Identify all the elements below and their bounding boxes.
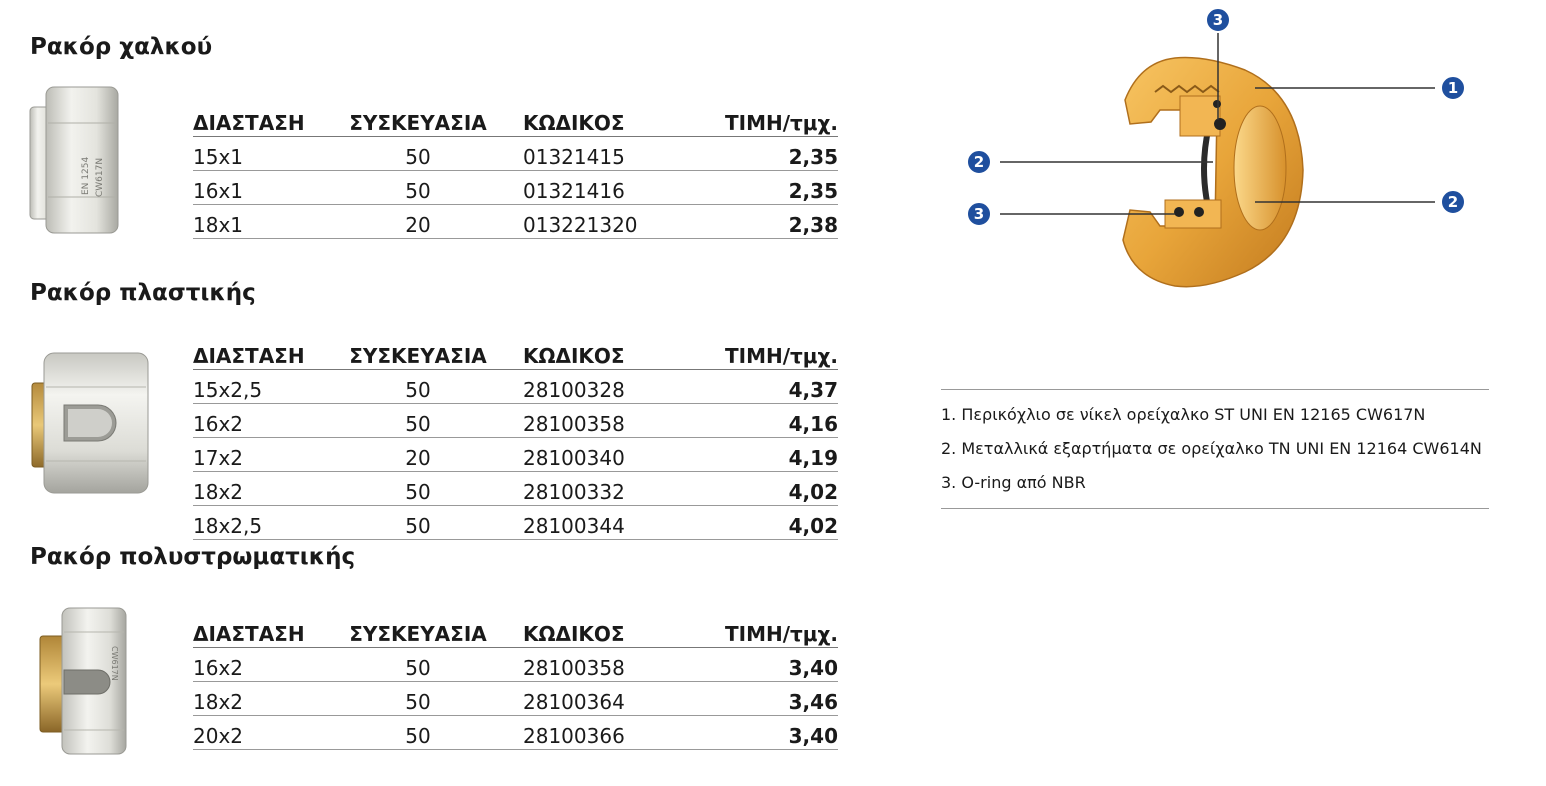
cell-dimension: 18x2 <box>193 472 343 506</box>
column-header-package: ΣΥΣΚΕΥΑΣΙΑ <box>343 103 523 137</box>
cell-price: 4,16 <box>723 404 838 438</box>
legend-item-1: 1. Περικόχλιο σε νίκελ ορείχαλκο ST UNI EN 12165 CW617N <box>941 405 1426 424</box>
column-header-package: ΣΥΣΚΕΥΑΣΙΑ <box>343 336 523 370</box>
cell-price: 3,40 <box>723 716 838 750</box>
nickel-nut-plastic-fitting-icon <box>26 345 154 495</box>
cell-code: 28100358 <box>523 404 723 438</box>
cell-package: 50 <box>343 682 523 716</box>
cell-package: 50 <box>343 716 523 750</box>
cell-code: 01321415 <box>523 137 723 171</box>
cell-package: 20 <box>343 205 523 239</box>
cell-package: 50 <box>343 137 523 171</box>
column-header-dimension: ΔΙΑΣΤΑΣΗ <box>193 336 343 370</box>
cell-package: 50 <box>343 472 523 506</box>
cell-package: 50 <box>343 506 523 540</box>
callout-3-top: 3 <box>1212 11 1224 29</box>
cell-package: 50 <box>343 648 523 682</box>
cell-dimension: 15x2,5 <box>193 370 343 404</box>
cell-price: 2,38 <box>723 205 838 239</box>
table-row <box>193 472 838 506</box>
svg-text:EN 1254: EN 1254 <box>81 156 91 195</box>
cell-code: 28100328 <box>523 370 723 404</box>
parts-legend <box>941 389 1489 509</box>
cell-dimension: 17x2 <box>193 438 343 472</box>
nickel-nut-copper-fitting-icon <box>26 85 154 235</box>
cell-price: 4,02 <box>723 506 838 540</box>
cell-package: 20 <box>343 438 523 472</box>
callout-1: 1 <box>1447 79 1459 97</box>
cell-dimension: 18x1 <box>193 205 343 239</box>
cell-code: 013221320 <box>523 205 723 239</box>
cell-price: 4,37 <box>723 370 838 404</box>
cell-price: 3,46 <box>723 682 838 716</box>
column-header-price: ΤΙΜΗ/τμχ. <box>723 614 838 648</box>
table-row <box>193 506 838 540</box>
cell-price: 2,35 <box>723 171 838 205</box>
cell-price: 4,19 <box>723 438 838 472</box>
svg-text:CW617N: CW617N <box>110 646 119 681</box>
cell-price: 4,02 <box>723 472 838 506</box>
cell-code: 28100366 <box>523 716 723 750</box>
cell-dimension: 16x2 <box>193 648 343 682</box>
fitting-cutaway-diagram <box>955 0 1475 300</box>
table-row <box>193 682 838 716</box>
svg-text:CW617N: CW617N <box>95 157 105 197</box>
column-header-code: ΚΩΔΙΚΟΣ <box>523 336 723 370</box>
column-header-dimension: ΔΙΑΣΤΑΣΗ <box>193 614 343 648</box>
column-header-code: ΚΩΔΙΚΟΣ <box>523 103 723 137</box>
table-row <box>193 137 838 171</box>
cell-code: 01321416 <box>523 171 723 205</box>
column-header-dimension: ΔΙΑΣΤΑΣΗ <box>193 103 343 137</box>
cell-code: 28100332 <box>523 472 723 506</box>
cell-package: 50 <box>343 370 523 404</box>
table-row <box>193 716 838 750</box>
section-title-copper: Ρακόρ χαλκού <box>30 34 213 60</box>
cell-code: 28100358 <box>523 648 723 682</box>
column-header-package: ΣΥΣΚΕΥΑΣΙΑ <box>343 614 523 648</box>
price-table-plastic <box>193 336 838 540</box>
section-title-plastic: Ρακόρ πλαστικής <box>30 280 256 306</box>
column-header-price: ΤΙΜΗ/τμχ. <box>723 103 838 137</box>
cell-code: 28100344 <box>523 506 723 540</box>
nickel-nut-multilayer-fitting-icon <box>26 606 154 756</box>
table-row <box>193 205 838 239</box>
cell-dimension: 18x2 <box>193 682 343 716</box>
column-header-code: ΚΩΔΙΚΟΣ <box>523 614 723 648</box>
section-title-multilayer: Ρακόρ πολυστρωματικής <box>30 544 356 570</box>
cell-dimension: 20x2 <box>193 716 343 750</box>
table-row <box>193 404 838 438</box>
cell-code: 28100364 <box>523 682 723 716</box>
legend-item-2: 2. Μεταλλικά εξαρτήματα σε ορείχαλκο TN UNI EN 12164 CW614N <box>941 439 1482 458</box>
callout-2-right: 2 <box>1447 193 1459 211</box>
table-row <box>193 370 838 404</box>
price-table-multilayer <box>193 614 838 750</box>
cell-dimension: 15x1 <box>193 137 343 171</box>
cell-package: 50 <box>343 171 523 205</box>
table-row <box>193 438 838 472</box>
column-header-price: ΤΙΜΗ/τμχ. <box>723 336 838 370</box>
legend-item-3: 3. O-ring από NBR <box>941 473 1086 492</box>
cell-price: 3,40 <box>723 648 838 682</box>
callout-3-left: 3 <box>973 205 985 223</box>
price-table-copper <box>193 103 838 239</box>
cell-dimension: 16x1 <box>193 171 343 205</box>
table-row <box>193 648 838 682</box>
cell-dimension: 18x2,5 <box>193 506 343 540</box>
callout-2-left: 2 <box>973 153 985 171</box>
cell-price: 2,35 <box>723 137 838 171</box>
cell-dimension: 16x2 <box>193 404 343 438</box>
cell-package: 50 <box>343 404 523 438</box>
table-row <box>193 171 838 205</box>
cell-code: 28100340 <box>523 438 723 472</box>
